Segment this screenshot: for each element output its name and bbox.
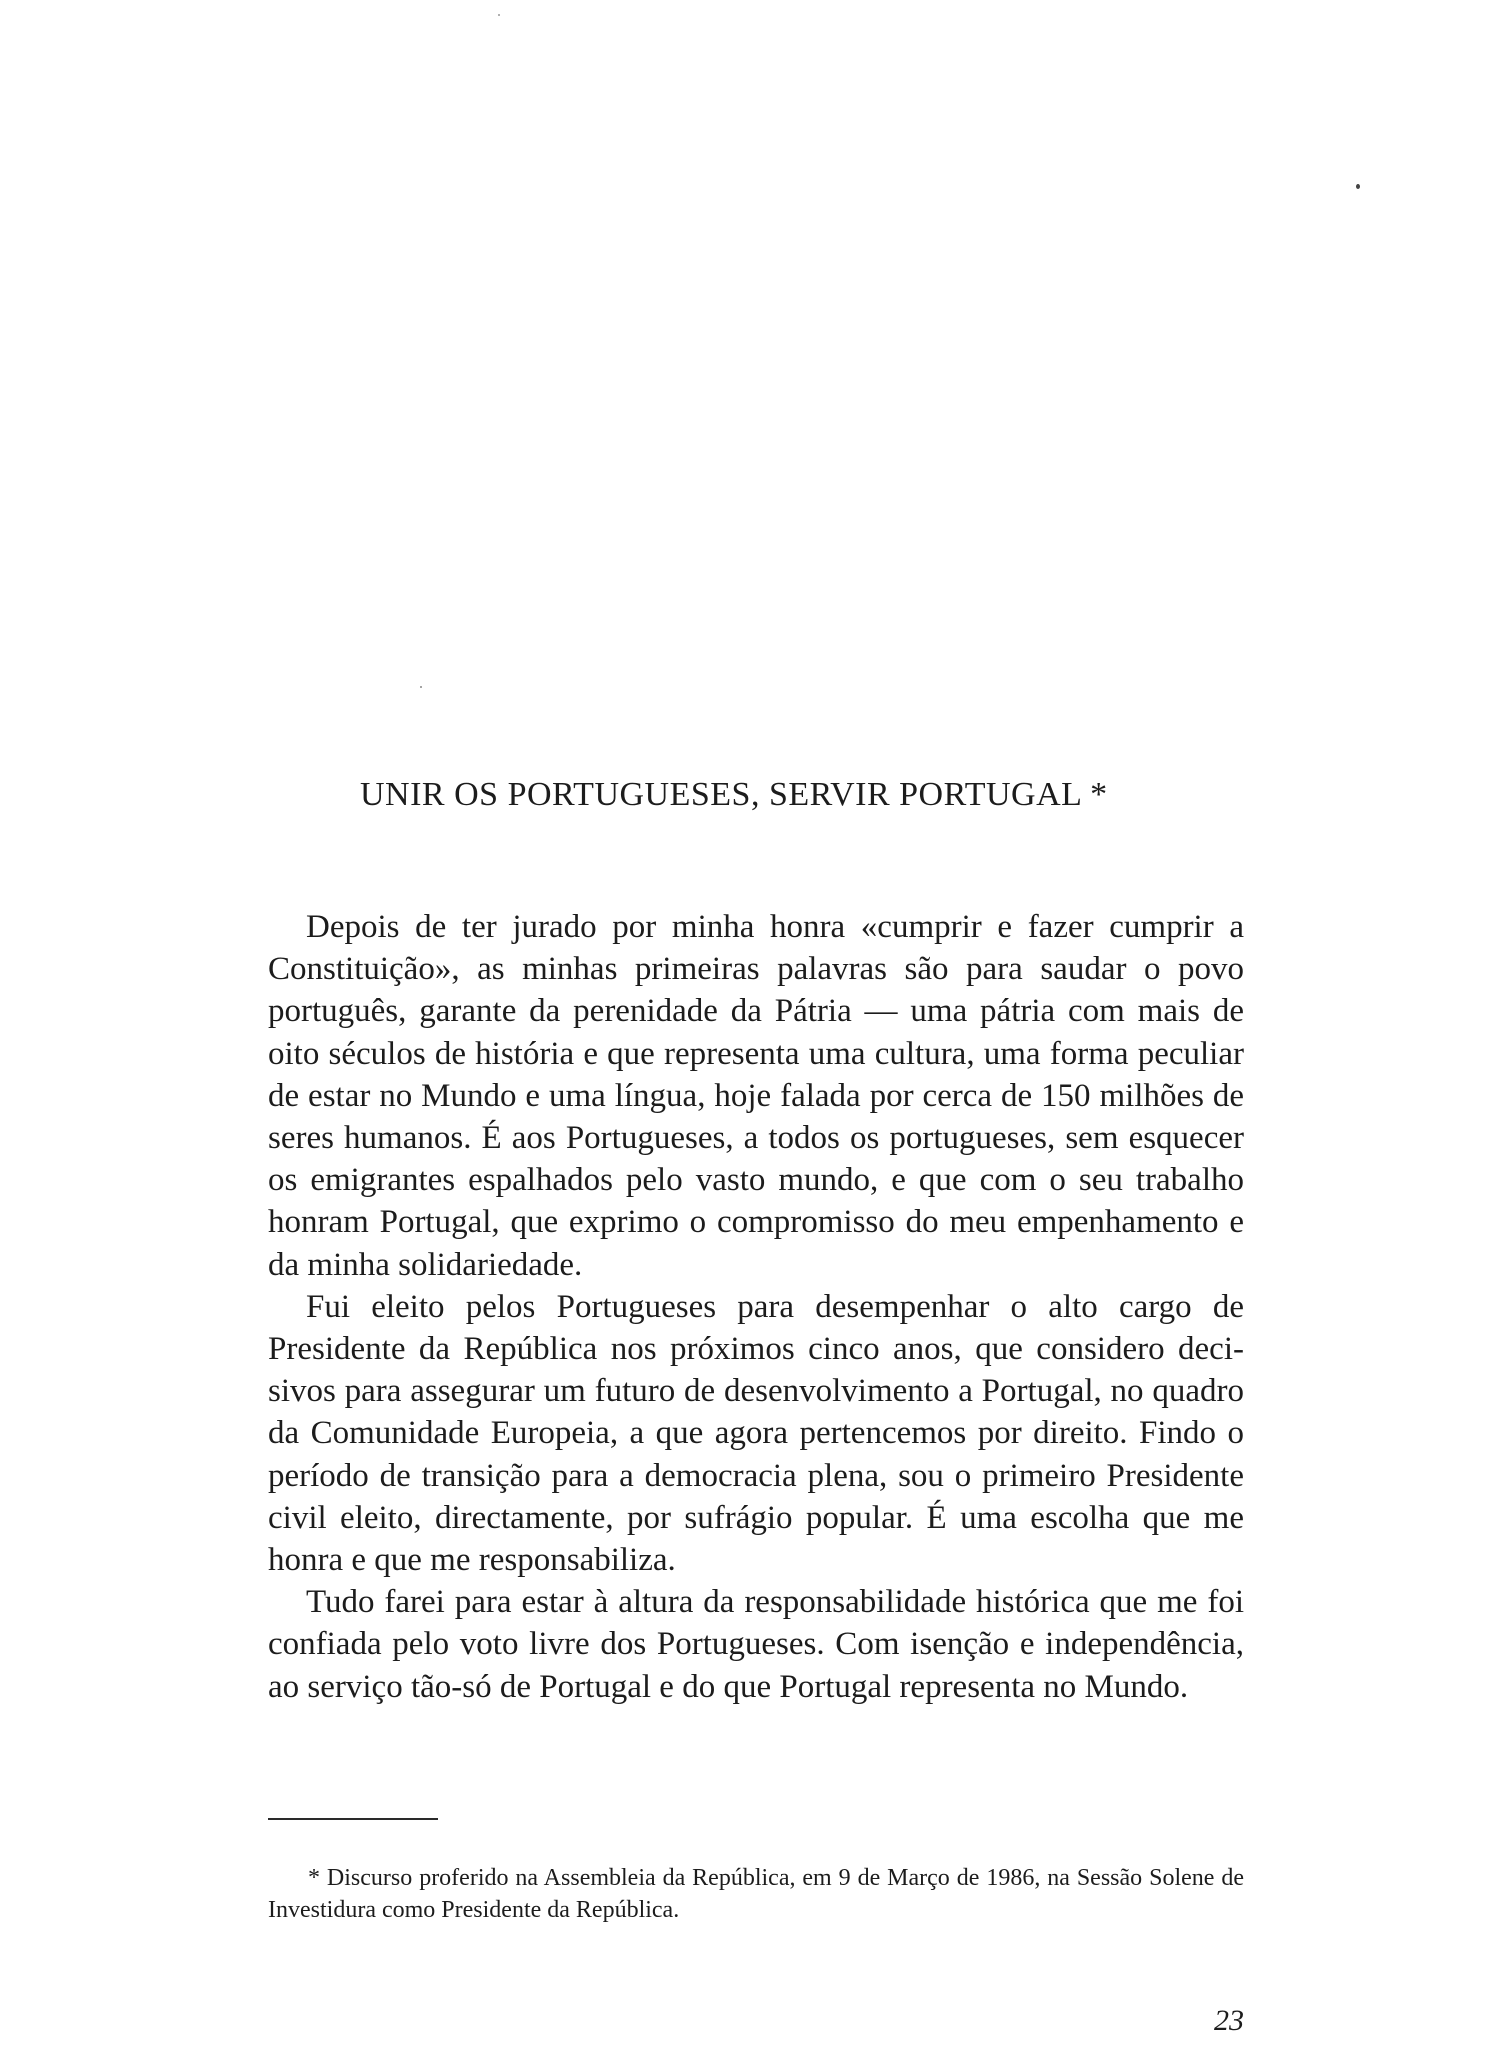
page-number: 23 [1214,2004,1244,2037]
scan-speck [420,686,422,688]
paragraph: Fui eleito pelos Portugueses para desempenhar o alto cargo de Presidente da República nos próximos cinco anos, que considero decisivos para assegurar um futuro de desenvolvimento a Portugal, no quadro da Comunidade Europeia, a que agora pertencemos por direito. Findo o período de transição para a democracia plena, sou o primeiro Presidente civil eleito, directamente, por sufrágio popular. É uma escolha que me honra e que me responsabiliza. [268,1288,1244,1579]
footnote: * Discurso proferido na Assembleia da República, em 9 de Março de 1986, na Sessão Solene de Investidura como Presidente da República. [268,1865,1244,1923]
body-text [268,906,1244,1708]
paragraph: Depois de ter jurado por minha honra «cumprir e fazer cumprir a Constituição», as minhas primeiras palavras são para saudar o povo português, garante da perenidade da Pátria — uma pátria com mais de oito séculos de história e que representa uma cultura, uma forma peculiar de estar no Mundo e uma língua, hoje falada por cerca de 150 milhões de seres humanos. É aos Portugueses, a todos os portugueses, sem esquecer os emigrantes espalhados pelo vasto mundo, e que com o seu trabalho honram Portugal, que exprimo o compromisso do meu empenhamento e da minha solidariedade. [268,909,1244,1283]
footnote-divider [268,1818,438,1820]
paragraph: Tudo farei para estar à altura da responsabilidade histórica que me foi confiada pelo voto livre dos Portugueses. Com isenção e independência, ao serviço tão-só de Portugal e do que Portugal representa no Mundo. [268,1584,1244,1705]
page-title: UNIR OS PORTUGUESES, SERVIR PORTUGAL * [360,776,1108,813]
scan-speck [498,14,500,16]
scan-speck [1356,184,1360,189]
